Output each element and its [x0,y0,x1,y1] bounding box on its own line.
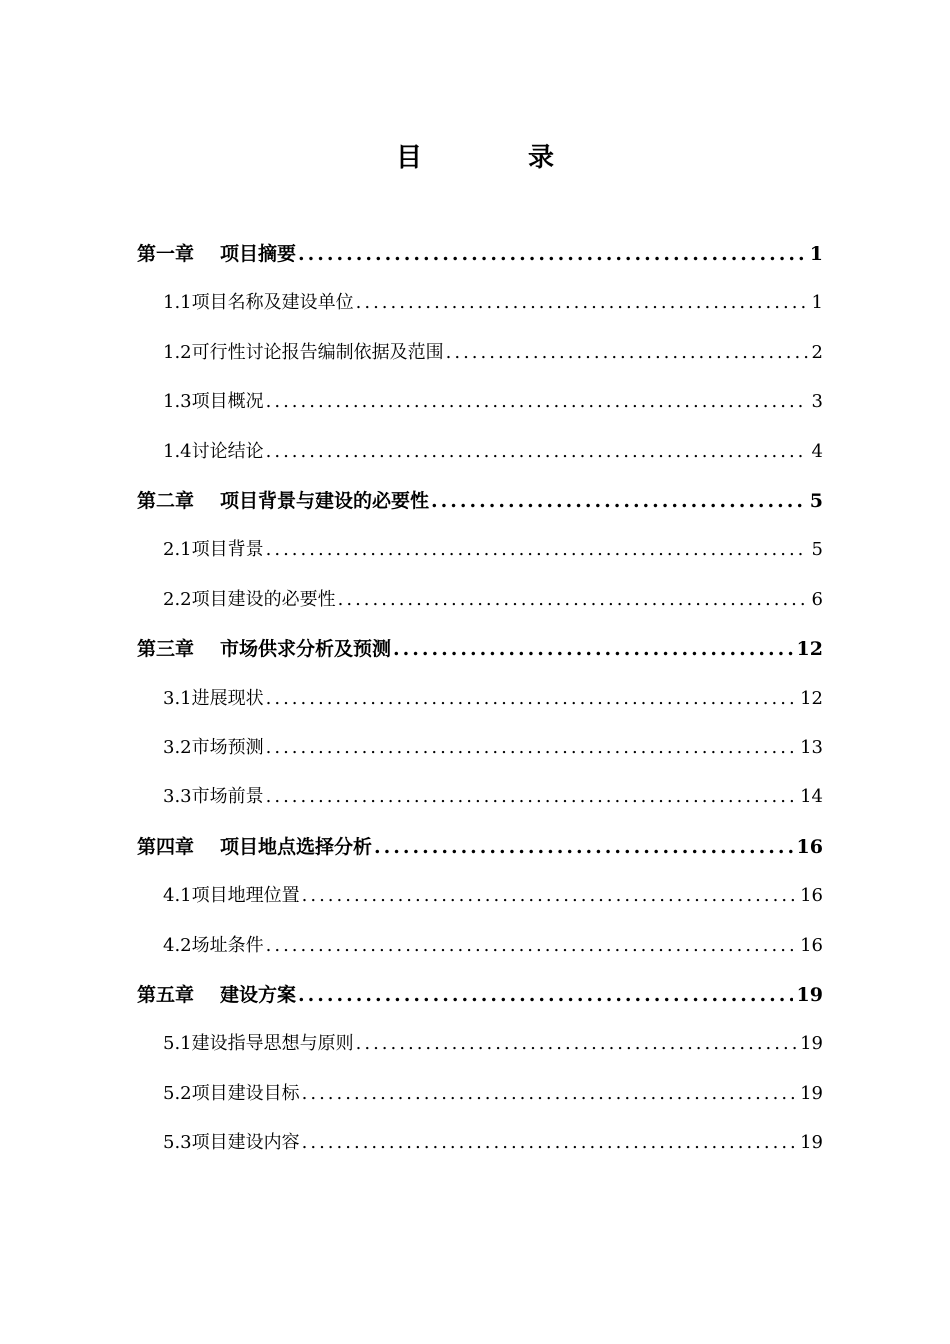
toc-entry-title: 4.2场址条件 [163,934,264,956]
toc-entry-title: 3.3市场前景 [163,786,264,808]
toc-dot-leader [393,629,793,669]
toc-section-entry[interactable] [163,1024,823,1064]
toc-page-number: 4 [811,440,823,462]
toc-page-number: 19 [800,1082,823,1104]
toc-chapter-number: 第三章 [137,638,195,661]
toc-page-number: 6 [811,588,823,610]
toc-section-entry[interactable] [163,432,823,472]
toc-entry-title: 1.3项目概况 [163,391,264,413]
toc-page-number: 19 [796,984,823,1006]
toc-section-entry[interactable] [163,530,823,570]
toc-dot-leader [266,679,796,719]
toc-chapter-number: 第四章 [137,835,195,858]
toc-entry-title: 1.1项目名称及建设单位 [163,292,354,314]
toc-page-number: 5 [811,539,823,561]
toc-page-number: 3 [811,391,823,413]
toc-page-number: 14 [800,786,823,808]
toc-page-number: 13 [800,737,823,758]
toc-dot-leader [302,876,796,916]
toc-dot-leader [298,234,806,274]
toc-entry-title: 建设方案 [220,984,297,1006]
toc-entry-title: 3.1进展现状 [163,687,264,709]
toc-page-number: 19 [800,1033,823,1055]
toc-dot-leader [266,777,796,817]
toc-dot-leader [338,580,808,620]
toc-page-number: 1 [809,243,823,265]
toc-page-number: 12 [796,638,823,661]
toc-section-entry[interactable] [163,876,823,916]
toc-entry-title: 5.1建设指导思想与原则 [163,1033,354,1055]
toc-section-entry[interactable] [163,1074,823,1114]
toc-dot-leader [356,283,808,323]
toc-chapter-entry[interactable] [137,827,823,867]
toc-dot-leader [302,1074,796,1114]
toc-page-number: 5 [809,490,823,512]
toc-page-number: 12 [800,687,823,709]
toc-section-entry[interactable] [163,777,823,817]
toc-entry-title: 市场供求分析及预测 [220,638,392,661]
toc-page-number: 16 [796,835,823,858]
toc-entry-title: 项目摘要 [220,243,297,265]
toc-dot-leader [298,975,793,1015]
toc-section-entry[interactable] [163,926,823,966]
toc-section-entry[interactable] [163,382,823,422]
toc-section-entry[interactable] [163,679,823,719]
toc-page-number: 16 [800,885,823,907]
toc-entry-title: 4.1项目地理位置 [163,885,300,907]
toc-entry-title: 1.2可行性讨论报告编制依据及范围 [163,341,444,363]
toc-dot-leader [356,1024,796,1064]
toc-chapter-entry[interactable] [137,234,823,274]
toc-entry-title: 5.2项目建设目标 [163,1082,300,1104]
toc-page-number: 2 [811,341,823,363]
toc-entry-title: 5.3项目建设内容 [163,1132,300,1154]
toc-dot-leader [266,728,796,768]
toc-section-entry[interactable] [163,333,823,373]
toc-entry-title: 1.4讨论结论 [163,440,264,462]
toc-entry-title: 项目背景与建设的必要性 [220,490,430,512]
toc-section-entry[interactable] [163,283,823,323]
toc-dot-leader [266,530,808,570]
toc-dot-leader [374,827,793,867]
toc-dot-leader [446,333,808,373]
toc-chapter-entry[interactable] [137,481,823,521]
toc-dot-leader [266,432,808,472]
toc-chapter-number: 第二章 [137,490,195,512]
toc-entry-title: 项目地点选择分析 [220,835,373,858]
toc-chapter-entry[interactable] [137,975,823,1015]
toc-entry-title: 2.1项目背景 [163,539,264,561]
toc-page-number: 1 [811,292,823,314]
toc-dot-leader [302,1123,796,1163]
toc-page-number: 16 [800,934,823,956]
page-title: 目 录 [395,143,594,173]
toc-chapter-entry[interactable] [137,629,823,669]
toc-section-entry[interactable] [163,728,823,768]
toc-page-number: 19 [800,1132,823,1154]
toc-section-entry[interactable] [163,580,823,620]
toc-entry-title: 2.2项目建设的必要性 [163,588,336,610]
toc-dot-leader [266,382,808,422]
toc-entry-title: 3.2市场预测 [163,737,264,758]
toc-section-entry[interactable] [163,1123,823,1163]
toc-dot-leader [266,926,796,966]
toc-chapter-number: 第五章 [137,984,195,1006]
toc-dot-leader [431,481,806,521]
toc-chapter-number: 第一章 [137,243,195,265]
